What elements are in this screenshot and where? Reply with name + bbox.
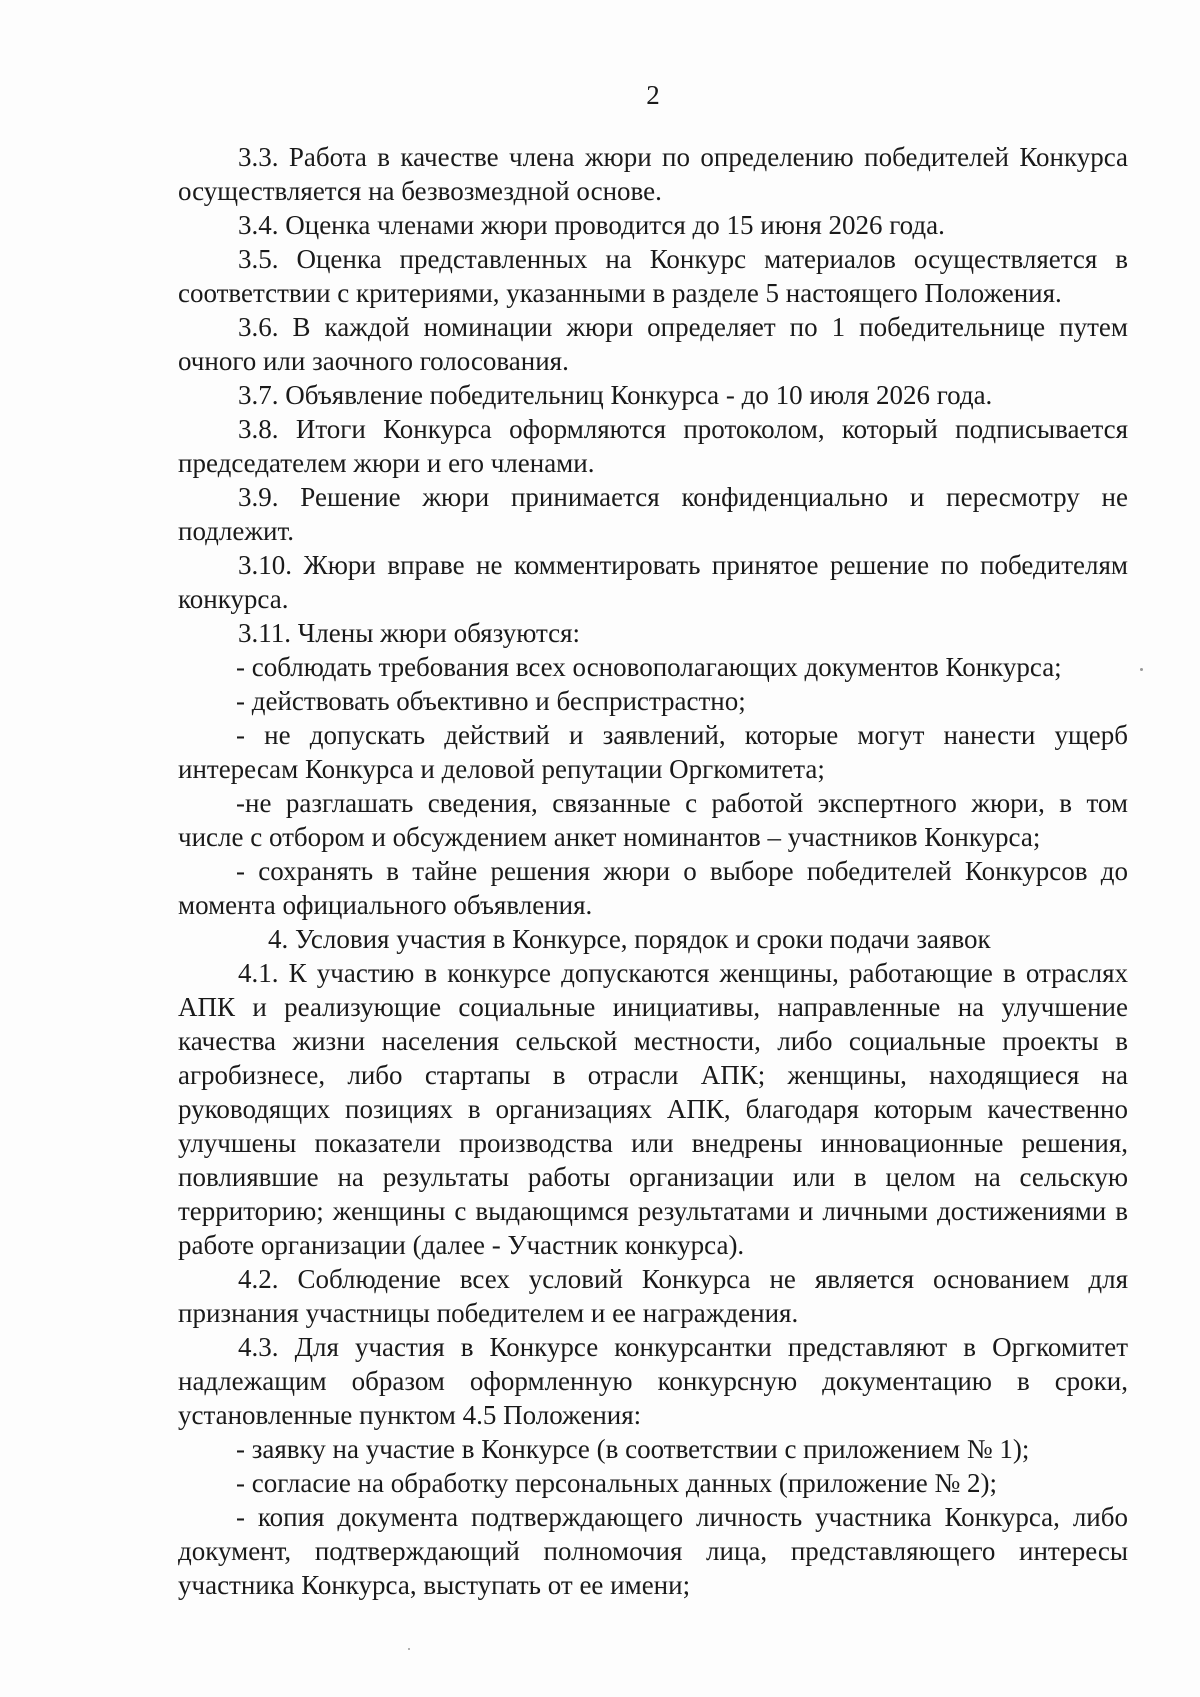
list-item-duty-2: - действовать объективно и беспристрастно; bbox=[236, 686, 746, 716]
paragraph-3-3: 3.3. Работа в качестве члена жюри по определению победителей Конкурса осуществляется на безвозмездной основе. bbox=[178, 142, 1128, 206]
list-item-document-3: - копия документа подтверждающего личность участника Конкурса, либо документ, подтверждающий полномочия лица, представляющего интересы участника Конкурса, выступать от ее имени; bbox=[178, 1502, 1128, 1600]
paragraph-3-9: 3.9. Решение жюри принимается конфиденциально и пересмотру не подлежит. bbox=[178, 482, 1128, 546]
paragraph-3-4: 3.4. Оценка членами жюри проводится до 15 июня 2026 года. bbox=[238, 210, 945, 240]
paragraph-4-1: 4.1. К участию в конкурсе допускаются женщины, работающие в отраслях АПК и реализующие социальные инициативы, направленные на улучшение качества жизни населения сельской местности, либо социальные проекты в агробизнесе, либо стартапы в отрасли АПК; женщины, находящиеся на руководящих позициях в организациях АПК, благодаря которым качественно улучшены показатели производства или внедрены инновационные решения, повлиявшие на результаты работы организации или в целом на сельскую территорию; женщины с выдающимся результатами и личными достижениями в работе организации (далее - Участник конкурса). bbox=[178, 958, 1128, 1260]
paragraph-3-10: 3.10. Жюри вправе не комментировать принятое решение по победителям конкурса. bbox=[178, 550, 1128, 614]
paragraph-3-6: 3.6. В каждой номинации жюри определяет по 1 победительнице путем очного или заочного голосования. bbox=[178, 312, 1128, 376]
list-item-duty-3: - не допускать действий и заявлений, которые могут нанести ущерб интересам Конкурса и деловой репутации Оргкомитета; bbox=[178, 720, 1128, 784]
list-item-document-1: - заявку на участие в Конкурсе (в соответствии с приложением № 1); bbox=[236, 1434, 1030, 1464]
list-item-document-2: - согласие на обработку персональных данных (приложение № 2); bbox=[236, 1468, 997, 1498]
paragraph-4-2: 4.2. Соблюдение всех условий Конкурса не является основанием для признания участницы победителем и ее награждения. bbox=[178, 1264, 1128, 1328]
paragraph-3-5: 3.5. Оценка представленных на Конкурс материалов осуществляется в соответствии с критериями, указанными в разделе 5 настоящего Положения. bbox=[178, 244, 1128, 308]
page-number: 2 bbox=[646, 80, 660, 110]
paragraph-3-11: 3.11. Члены жюри обязуются: bbox=[238, 618, 581, 648]
section-4-heading: 4. Условия участия в Конкурсе, порядок и сроки подачи заявок bbox=[268, 924, 991, 954]
list-item-duty-1: - соблюдать требования всех основополагающих документов Конкурса; bbox=[236, 652, 1062, 682]
paragraph-4-3: 4.3. Для участия в Конкурсе конкурсантки представляют в Оргкомитет надлежащим образом оформленную конкурсную документацию в сроки, установленные пунктом 4.5 Положения: bbox=[178, 1332, 1128, 1430]
paragraph-3-8: 3.8. Итоги Конкурса оформляются протоколом, который подписывается председателем жюри и его членами. bbox=[178, 414, 1128, 478]
list-item-duty-5: - сохранять в тайне решения жюри о выборе победителей Конкурсов до момента официального объявления. bbox=[178, 856, 1128, 920]
paragraph-3-7: 3.7. Объявление победительниц Конкурса - до 10 июля 2026 года. bbox=[238, 380, 993, 410]
body-text bbox=[178, 140, 1128, 1602]
scan-speck bbox=[1140, 668, 1143, 671]
scan-speck bbox=[408, 1648, 410, 1650]
list-item-duty-4: -не разглашать сведения, связанные с работой экспертного жюри, в том числе с отбором и обсуждением анкет номинантов – участников Конкурса; bbox=[178, 788, 1128, 852]
